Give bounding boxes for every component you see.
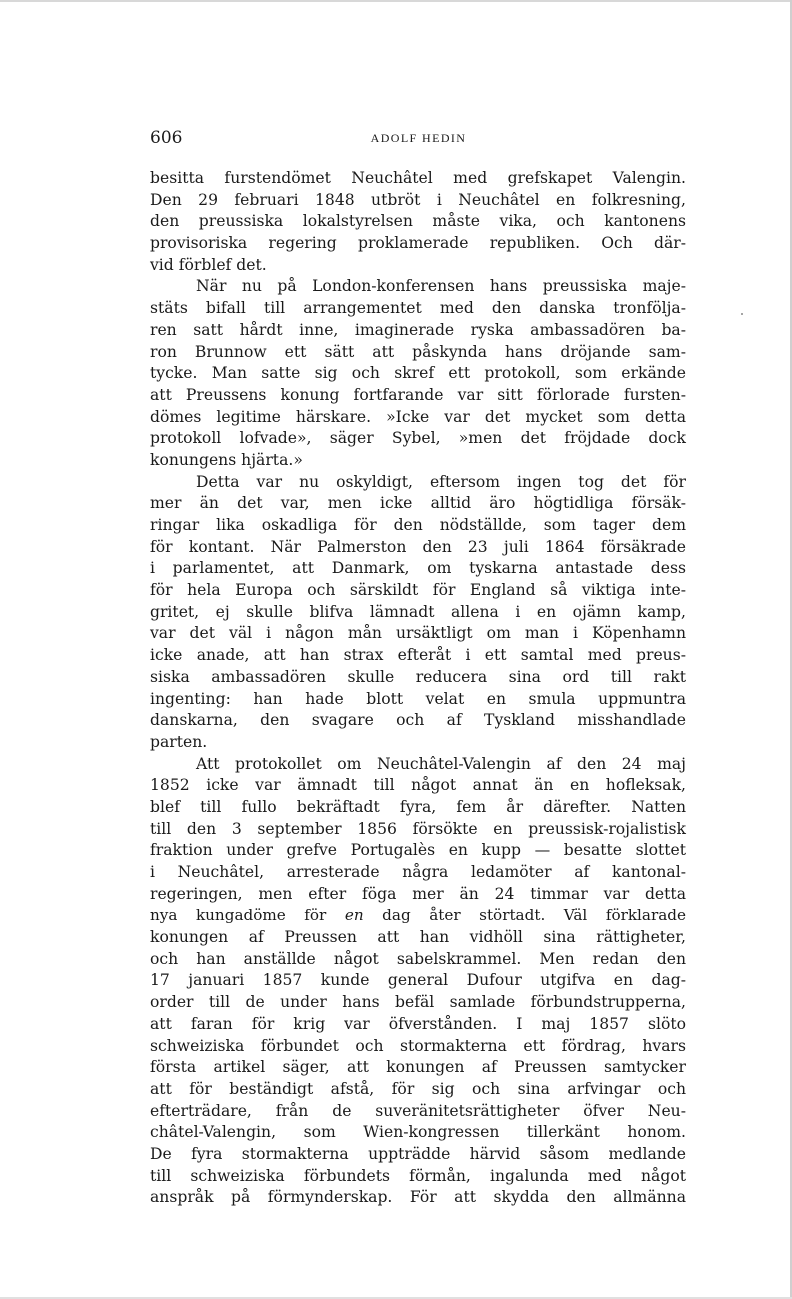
text-line: i parlamentet, att Danmark, om tyskarna antastade dess (150, 559, 686, 578)
text-line: anspråk på förmynderskap. För att skydda den allmänna (150, 1188, 686, 1207)
text-line: konungen af Preussen att han vidhöll sina rättigheter, (150, 928, 686, 947)
text-line: och han anställde något sabelskrammel. Men redan den (150, 949, 686, 968)
text-line: ringar lika oskadliga för den nödställde, som tager dem (150, 516, 686, 534)
text-line: första artikel säger, att konungen af Preussen samtycker (150, 1058, 686, 1077)
text-line: efterträdare, från de suveränitetsrättigheter öfver Neu- (150, 1101, 686, 1120)
text-line: nya kungadöme för en dag åter störtadt. Väl förklarade (150, 906, 686, 925)
text-line: blef till fullo bekräftadt fyra, fem år därefter. Natten (150, 797, 686, 816)
text-line: stäts bifall till arrangementet med den danska tronfölja- (150, 299, 686, 318)
text-line: Detta var nu oskyldigt, eftersom ingen tog det för (196, 472, 686, 491)
text-line: den preussiska lokalstyrelsen måste vika, och kantonens (150, 212, 686, 231)
text-line: till schweiziska förbundets förmån, ingalunda med något (150, 1166, 686, 1185)
text-line: för kontant. När Palmerston den 23 juli 1864 försäkrade (150, 537, 686, 556)
text-line: mer än det var, men icke alltid äro högtidliga försäk- (150, 494, 686, 513)
text-line: order till de under hans befäl samlade förbundstrupperna, (150, 993, 686, 1012)
text-line: vid förblef det. (150, 255, 267, 274)
text-line: att för beständigt afstå, för sig och sina arfvingar och (150, 1079, 686, 1098)
text-line: ren satt hårdt inne, imaginerade ryska ambassadören ba- (150, 320, 686, 339)
text-line: Den 29 februari 1848 utbröt i Neuchâtel en folkresning, (150, 190, 686, 209)
text-line: 1852 icke var ämnadt till något annat än en hofleksak, (150, 776, 686, 795)
text-line: att faran för krig var öfverstånden. I maj 1857 slöto (150, 1014, 686, 1033)
text-line: konungens hjärta.» (150, 450, 303, 469)
text-line: siska ambassadören skulle reducera sina ord till rakt (150, 667, 686, 686)
text-line: var det väl i någon mån ursäktligt om man i Köpenhamn (150, 624, 686, 643)
text-line: schweiziska förbundet och stormakterna ett fördrag, hvars (150, 1036, 686, 1055)
text-line: icke anade, att han strax efteråt i ett samtal med preus- (150, 646, 686, 665)
text-line: gritet, ej skulle blifva lämnadt allena i en ojämn kamp, (150, 602, 686, 621)
scan-top-edge (0, 0, 792, 2)
text-line: provisoriska regering proklamerade republiken. Och där- (150, 234, 686, 253)
text-line: att Preussens konung fortfarande var sitt förlorade fursten- (150, 385, 686, 404)
text-line: i Neuchâtel, arresterade några ledamöter af kantonal- (150, 863, 686, 881)
text-line: tycke. Man satte sig och skref ett protokoll, som erkände (150, 364, 686, 383)
text-line: 17 januari 1857 kunde general Dufour utgifva en dag- (150, 971, 686, 990)
text-line: ron Brunnow ett sätt att påskynda hans dröjande sam- (150, 342, 686, 361)
text-line: châtel-Valengin, som Wien-kongressen tillerkänt honom. (150, 1123, 686, 1142)
scan-speck (741, 313, 743, 315)
body-text (150, 168, 686, 1209)
text-line: protokoll lofvade», säger Sybel, »men det fröjdade dock (150, 429, 686, 448)
text-line: De fyra stormakterna uppträdde härvid såsom medlande (150, 1144, 686, 1163)
text-line: parten. (150, 732, 208, 751)
running-head: ADOLF HEDIN (370, 131, 467, 145)
text-line: Att protokollet om Neuchâtel-Valengin af den 24 maj (196, 754, 686, 773)
text-line: dömes legitime härskare. »Icke var det mycket som detta (150, 407, 686, 426)
text-line: besitta furstendömet Neuchâtel med grefskapet Valengin. (150, 169, 686, 187)
text-line: danskarna, den svagare och af Tyskland misshandlade (150, 711, 686, 730)
text-line: När nu på London-konferensen hans preussiska maje- (196, 277, 686, 296)
text-line: till den 3 september 1856 försökte en preussisk-rojalistisk (150, 819, 686, 838)
text-line: regeringen, men efter föga mer än 24 timmar var detta (150, 884, 686, 903)
text-line: för hela Europa och särskildt för England så viktiga inte- (150, 581, 686, 600)
page-header (150, 128, 687, 150)
emphasis: en (344, 906, 364, 925)
text-line: fraktion under grefve Portugalès en kupp — besatte slottet (150, 841, 686, 860)
text-line: ingenting: han hade blott velat en smula uppmuntra (150, 689, 686, 708)
page-number: 606 (150, 128, 183, 148)
